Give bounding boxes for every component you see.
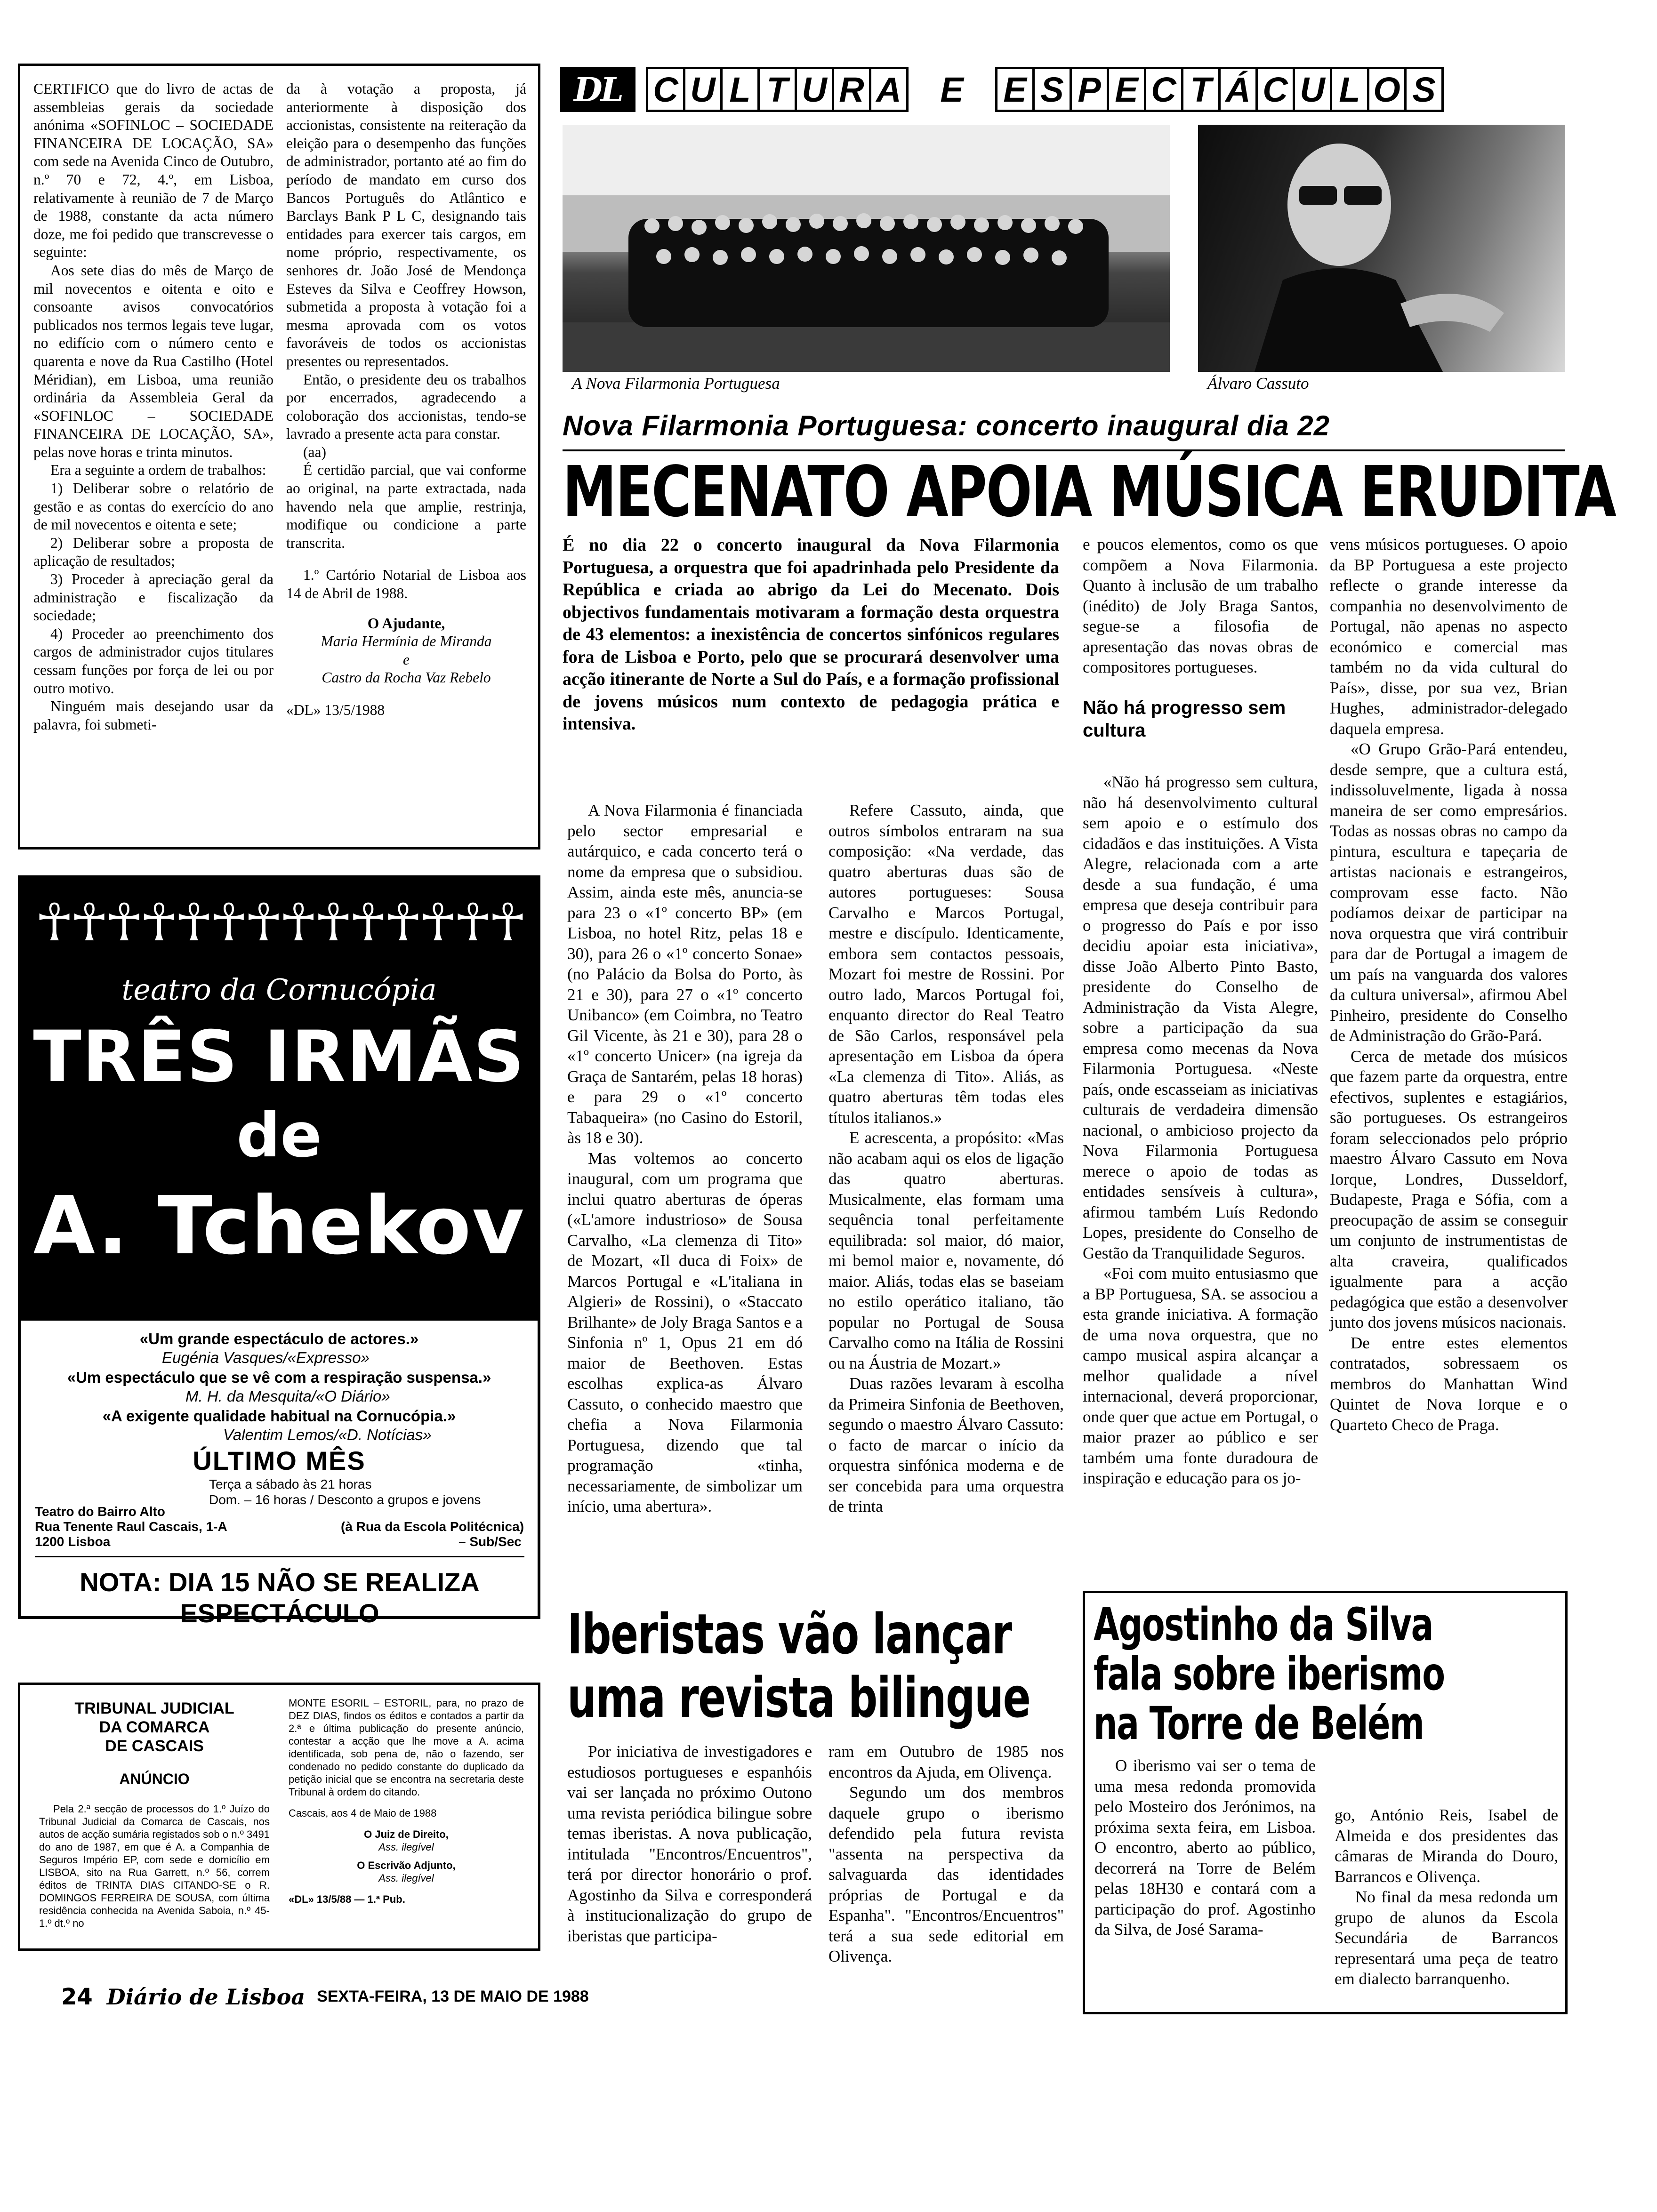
notice-paragraph: (aa) [303,443,326,460]
court-heading: ANÚNCIO [119,1771,190,1787]
notice-column-1 [33,80,273,734]
ad-times: Terça a sábado às 21 horas [209,1477,372,1491]
theatre-advertisement [18,875,540,1628]
notice-paragraph: 2) Deliberar sobre a proposta de aplicação de resultados; [33,534,273,569]
court-judge: O Juiz de Direito, [364,1828,449,1840]
section-letter: C [1255,67,1295,112]
article-lead: É no dia 22 o concerto inaugural da Nova Filarmonia Portuguesa, a orquestra que foi apadrinhada pelo Presidente da República e criada ao abrigo da Lei do Mecenato. Dois objectivos fundamentais motivaram a formação desta orquestra de 43 elementos: a inexistência de concertos sinfónicos regulares fora de Lisboa e Porto, pelo que se procurará desenvolver uma acção itinerante de Norte a Sul do País, e a formação profissional de jovens músicos num contexto de pedagogia prática e intensiva. [563,535,1059,734]
agostinho-article-box [1083,1591,1568,2014]
ad-quote: «A exigente qualidade habitual na Cornucópia.» [102,1407,456,1425]
article-column-3-top [1083,534,1318,742]
court-title-line: DE CASCAIS [105,1737,204,1755]
ad-times: Dom. – 16 horas / Desconto a grupos e jovens [209,1492,481,1507]
court-title-line: TRIBUNAL JUDICIAL [74,1699,234,1717]
article-paragraph: E acrescenta, a propósito: «Mas não acabam aqui os elos de ligação das quatro aberturas. Musicalmente, elas formam uma sequência tonal perfeitamente equilibrada: sol maior, dó maior, mi bemol maior e, novamente, dó maior. Aliás, todas elas se baseiam no estilo operático italiano, tão popular no Portugal de Sousa Carvalho como na Itália de Rossini ou na Áustria de Mozart.» [828,1129,1064,1372]
iberistas-headline-line-2: uma revista bilingue [567,1665,1030,1730]
section-letter: O [1367,67,1407,112]
court-clerk-signature: Ass. ilegível [378,1872,434,1884]
article-paragraph: Duas razões levaram à escolha da Primeira Sinfonia de Beethoven, segundo o maestro Álvaro Cassuto: o facto de marcar o início da orquestra sinfónica moderna e de ser concebida para uma orquestra de trinta [828,1374,1064,1515]
orchestra-silhouettes [563,125,1170,372]
notice-reference: «DL» 13/5/1988 [286,702,385,718]
section-letter: R [832,67,871,112]
ad-last-month: ÚLTIMO MÊS [193,1446,366,1475]
section-letter: S [1032,67,1072,112]
article-paragraph: Refere Cassuto, ainda, que outros símbolos entraram na sua composição: «Na verdade, das quatro aberturas duas são de autores portugueses: Sousa Carvalho e Marcos Portugal, mestre e discípulo. Identicamente, embora sem contactos pessoais, Mozart foi mestre de Rossini. Por outro lado, Marcos Portugal foi, enquanto director do Real Teatro de São Carlos, responsável pela apresentação em Lisboa da ópera «La clemenza di Tito». Aliás, as quatro aberturas têm todas eles títulos italianos.» [828,801,1064,1127]
ad-venue-city: 1200 Lisboa [35,1534,111,1549]
photo-caption-cassuto: Álvaro Cassuto [1207,374,1309,393]
section-letter: P [1070,67,1109,112]
ad-venue-note: (à Rua da Escola Politécnica) [341,1519,524,1534]
section-letter: U [795,67,834,112]
ad-venue-address: Rua Tenente Raul Cascais, 1-A [35,1519,227,1534]
article-paragraph: go, António Reis, Isabel de Almeida e dos presidentes das câmaras de Miranda do Douro, Barrancos e Olivença. [1335,1806,1558,1886]
section-letter: T [1181,67,1221,112]
agostinho-headline-line-1: Agostinho da Silva [1094,1598,1433,1651]
section-letter: C [1144,67,1183,112]
article-paragraph: O iberismo vai ser o tema de uma mesa redonda promovida pelo Mosteiro dos Jerónimos, na próxima sexta feira, em Lisboa. O encontro, aberto ao público, decorrerá na Torre de Belém pelas 18H30 e contará com a participação do prof. Agostinho da Silva, de José Sarama- [1094,1756,1316,1939]
ad-quote: «Um espectáculo que se vê com a respiração suspensa.» [67,1369,491,1386]
section-letter: L [1330,67,1369,112]
ad-company-name: teatro da Cornucópia [121,972,437,1007]
agostinho-column-2 [1335,1805,1558,1989]
legal-notice-box [18,64,540,850]
notice-paragraph: 4) Proceder ao preenchimento dos cargos de administrador cujos titulares cessam funções por força de lei ou por outro motivo. [33,625,273,697]
page-footer [61,1984,767,2010]
article-paragraph: e poucos elementos, como os que compõem a Nova Filarmonia. Quanto à inclusão de um trabalho (inédito) de Joly Braga Santos, segue-se a filosofia de apresentação das novas obras de compositores portugueses. [1083,535,1318,676]
article-column-4 [1330,534,1568,1435]
section-letter: Á [1218,67,1258,112]
ad-quote-source: M. H. da Mesquita/«O Diário» [185,1387,390,1405]
ad-play-title: TRÊS IRMÃS [33,1016,525,1098]
notary-line: 1.º Cartório Notarial de Lisboa aos 14 de Abril de 1988. [286,567,526,602]
ad-play-de: de [236,1099,322,1171]
article-column-3 [1083,772,1318,1489]
ad-venue: Teatro do Bairro Alto [35,1504,165,1519]
dl-logo: DL [560,67,635,112]
iberistas-column-2 [828,1741,1064,1967]
article-column-2 [828,800,1064,1517]
notice-paragraph: Era a seguinte a ordem de trabalhos: [50,462,266,479]
article-kicker: Nova Filarmonia Portuguesa: concerto inaugural dia 22 [563,410,1330,441]
court-column-2 [289,1697,524,1906]
notary-signer-2: Castro da Rocha Vaz Rebelo [322,669,491,686]
article-paragraph: No final da mesa redonda um grupo de alunos da Escola Secundária de Barrancos representará uma peça de teatro em dialecto barranquenho. [1335,1888,1558,1988]
court-judge-signature: Ass. ilegível [378,1841,434,1853]
court-reference: «DL» 13/5/88 — 1.ª Pub. [289,1893,405,1905]
section-letter: U [683,67,723,112]
iberistas-column-1 [567,1741,812,1946]
photo-caption-orchestra: A Nova Filarmonia Portuguesa [572,374,780,393]
section-letter: S [1404,67,1444,112]
article-column-1 [567,800,803,1517]
section-letter: A [869,67,909,112]
article-paragraph: vens músicos portugueses. O apoio da BP Portuguesa a este projecto reflecte o grande interesse da companhia no desenvolvimento de Portugal, não apenas no aspecto económico e comercial mas também no da vida cultural do País», disse, por sua vez, Brian Hughes, administrador-delegado daquela empresa. [1330,535,1568,738]
article-paragraph: Mas voltemos ao concerto inaugural, com um programa que inclui quatro aberturas de óperas («L'amore industrioso» de Sousa Carvalho, «La clemenza di Tito» de Mozart, «Il duca di Foix» de Marcos Portugal e «L'italiana in Algieri» de Rossini), o «Staccato Brilhante» de Joly Braga Santos e a Sinfonia nº 1, Opus 21 em dó maior de Beethoven. Estas escolhas explica-as Álvaro Cassuto, o conhecido maestro que chefia a Nova Filarmonia Portuguesa, dizendo que tal programação «tinha, necessariamente, de simbolizar um início, uma abertura». [567,1149,803,1515]
section-letter: L [720,67,760,112]
court-paragraph: MONTE ESORIL – ESTORIL, para, no prazo de DEZ DIAS, findos os éditos e contados a partir da 2.ª e última publicação do presente anúncio, contestar a acção que lhe move a A. acima identificada, sob pena de, não o fazendo, ser condenado no pedido constante do duplicado da petição inicial que se encontra na secretaria deste Tribunal à ordem do citando. [289,1697,524,1798]
ad-notice: NOTA: DIA 15 NÃO SE REALIZA ESPECTÁCULO [35,1556,524,1629]
agostinho-headline-line-2: fala sobre iberismo [1094,1648,1445,1700]
article-paragraph: «O Grupo Grão-Pará entendeu, desde sempre, que a cultura está, indissoluvelmente, ligada à nossa maneira de ser como empresários. Todas as nossas obras no campo da pintura, escultura e tapeçaria de artistas nacionais e estrangeiros, comprovam esse facto. Não podíamos deixar de participar na nova orquestra que virá contribuir para dar de Portugal a imagem de um país na vanguarda dos valores da cultura universal», afirmou Abel Pinheiro, presidente do Conselho de Administração do Grão-Pará. [1330,740,1568,1045]
section-header [560,66,1568,113]
article-paragraph: Cerca de metade dos músicos que fazem parte da orquestra, entre efectivos, suplentes e estagiários, são portugueses. Os estrangeiros foram seleccionados pelo próprio maestro Álvaro Cassuto em Nova Iorque, Londres, Dusseldorf, Budapeste, Praga e Sófia, com a preocupação de assim se conseguir um conjunto de instrumentistas de alta craveira, qualificados igualmente para a acção pedagógica que estão a desenvolver junto dos jovens músicos nacionais. [1330,1047,1568,1331]
agostinho-headline-line-3: na Torre de Belém [1094,1697,1424,1750]
section-letter: U [1293,67,1332,112]
conductor-photo [1198,125,1565,372]
notice-paragraph: Aos sete dias do mês de Março de mil novecentos e oitenta e oito e consoante avisos convocatórios publicados nos termos legais teve lugar, no edifício com o número cento e quarenta e nove da Rua Castilho (Hotel Méridian), em Lisboa, uma reunião ordinária da Assembleia Geral da «SOFINLOC – SOCIEDADE FINANCEIRA DE LOCAÇÃO, SA», pelas nove horas e trinta minutos. [33,262,273,460]
notice-paragraph: Então, o presidente deu os trabalhos por encerrados, agradecendo a coloboração dos accionistas, tendo-se lavrado a presente acta para constar. [286,371,526,442]
article-paragraph: Segundo um dos membros daquele grupo o iberismo defendido pela futura revista "assenta na perspectiva da salvaguarda das identidades próprias de Portugal e da Espanha". "Encontros/Encuentros" terá a sua sede editorial em Olivença. [828,1783,1064,1965]
footer-date: SEXTA-FEIRA, 13 DE MAIO DE 1988 [317,1988,589,2005]
article-paragraph: De entre estes elementos contratados, sobressaem os membros do Manhattan Wind Quintet de Nova Iorque e o Quarteto Checo de Praga. [1330,1333,1568,1434]
notary-and: e [403,651,410,668]
article-headline: MECENATO APOIA MÚSICA ERUDITA [563,451,1616,532]
notice-paragraph: da à votação a proposta, já anteriormente à disposição dos accionistas, consistente na reiteração da eleição para o desempenho das funções de administrador, portanto até ao fim do período de mandato em curso dos Bancos Português do Atlântico e Barclays Bank P L C, designando tais entidades para exercer tais cargos, em nome próprio, respectivamente, os senhores dr. João José de Mendonça Esteves da Silva e Ceoffrey Howson, submetida a proposta à votação foi a mesma aprovada com os votos favoráveis de todos os accionistas presentes ou representados. [286,80,526,369]
article-paragraph: «Não há progresso sem cultura, não há desenvolvimento cultural sem apoio e o estímulo dos cidadãos e das instituições. A Vista Alegre, relacionada com a arte desde a sua fundação, é uma empresa que deseja contribuir para o progresso do País e por isso decidiu apoiar esta iniciativa», disse João Alberto Pinto Basto, presidente do Conselho de Administração da Vista Alegre, sobre a participação da sua empresa como mecenas da Nova Filarmonia Portuguesa. «Neste país, onde escasseiam as iniciativas culturais de verdadeira dimensão nacional, o ambicioso projecto da Nova Filarmonia Portuguesa merece o apoio de todas as entidades sensíveis à cultura», afirmou também Luís Redondo Lopes, presidente do Conselho de Gestão da Tranquilidade Seguros. [1083,773,1318,1262]
agostinho-column-1 [1094,1755,1316,1940]
article-paragraph: Por iniciativa de investigadores e estudiosos portugueses e espanhóis vai ser lançada no próximo Outono uma revista periódica bilingue sobre temas iberistas. A nova publicação, intitulada "Encontros/Encuentros", terá por director honorário o prof. Agostinho da Silva e corresponderá à institucionalização do grupo de iberistas que participa- [567,1742,812,1945]
orchestra-photo [563,125,1170,372]
conductor-silhouette [1198,125,1565,372]
court-title-line: DA COMARCA [99,1718,210,1736]
section-letter: T [757,67,797,112]
section-letter: E [932,67,972,112]
court-column-1: Pela 2.ª secção de processos do 1.º Juízo do Tribunal Judicial da Comarca de Cascais, nos autos de acção sumária registados sob o n.º 3491 do ano de 1987, em que é A. a Companhia de Seguros Império EP, com sede e domicílio em LISBOA, sito na Rua Garrett, n.º 56, correm éditos de TRINTA DIAS CITANDO-SE o R. DOMINGOS FERREIRA DE SOUSA, com última residência conhecida na Avenida Saboia, n.º 45-1.º dt.º no [39,1803,270,1929]
notice-paragraph: Ninguém mais desejando usar da palavra, foi submeti- [33,698,273,733]
notice-paragraph: CERTIFICO que do livro de actas de assembleias gerais da sociedade anónima «SOFINLOC – SOCIEDADE FINANCEIRA DE LOCAÇÃO, SA» com sede na Avenida Cinco de Outubro, n.º 70 e 72, 4.º, em Lisboa, relativamente à reunião de 7 de Março de 1988, constante da acta número doze, me foi pedido que transcrevesse o seguinte: [33,80,273,261]
court-notice-box [18,1683,540,1951]
notice-paragraph: É certidão parcial, que vai conforme ao original, na parte extractada, nada havendo nela que amplie, restrinja, modifique ou condicione a parte transcrita. [286,462,526,551]
notice-column-2 [286,80,526,720]
ad-subsec: – Sub/Sec [458,1534,522,1549]
article-paragraph: ram em Outubro de 1985 nos encontros da Ajuda, em Olivença. [828,1742,1064,1781]
section-letter: E [1107,67,1146,112]
article-paragraph: «Foi com muito entusiasmo que a BP Portuguesa, SA. se associou a esta grande iniciativa. A formação de uma nova orquestra, que no campo musical aspira alcançar a melhor qualidade a nível internacional, deverá proporcionar, onde quer que actue em Portugal, o maior prazer ao público e ser também uma fonte duradoura de inspiração e educação para os jo- [1083,1264,1318,1487]
ad-quote-source: Valentim Lemos/«D. Notícias» [223,1426,432,1443]
section-letter: E [995,67,1035,112]
notice-paragraph: 1) Deliberar sobre o relatório de gestão e as contas do exercício do ano de mil novecentos e oitenta e sete; [33,480,273,533]
ad-quote: «Um grande espectáculo de actores.» [139,1330,419,1347]
dancers-icon: ☥☥☥☥☥☥☥☥☥☥☥☥☥☥ [35,894,523,952]
ad-poster [21,878,538,1321]
iberistas-headline-line-1: Iberistas vão lançar [567,1602,1012,1667]
section-title [646,67,1441,112]
article-paragraph: A Nova Filarmonia é financiada pelo sector empresarial e autárquico, e cada concerto terá o nome da empresa que o subsidiou. Assim, ainda este mês, anuncia-se para 23 o «1º concerto BP» (em Lisboa, no hotel Ritz, pelas 18 e 30), para 26 o «1º concerto Sonae» (no Palácio da Bolsa do Porto, às 21 e 30), para 27 o «1º concerto Unibanco» (em Coimbra, no Teatro Gil Vicente, às 21 e 30), para 28 o «1º concerto Unicer» (na igreja da Graça de Santarém, pelas 18 horas) e para 29 o «1º concerto Tabaqueira» (no Casino do Estoril, às 18 e 30). [567,801,803,1147]
notary-signer-1: Maria Hermínia de Miranda [321,633,492,650]
ad-quote-source: Eugénia Vasques/«Expresso» [162,1349,370,1366]
newspaper-name: Diário de Lisboa [106,1984,306,2010]
court-title [39,1699,270,1788]
page-number: 24 [61,1983,93,2010]
article-subhead: Não há progresso sem cultura [1083,697,1286,741]
ad-play-author: A. Tchekov [33,1179,525,1273]
notary-role: O Ajudante, [367,615,445,632]
notice-paragraph: 3) Proceder à apreciação geral da administração e fiscalização da sociedade; [33,571,273,624]
court-clerk: O Escrivão Adjunto, [357,1859,456,1871]
section-letter: C [646,67,685,112]
court-date: Cascais, aos 4 de Maio de 1988 [289,1807,437,1819]
